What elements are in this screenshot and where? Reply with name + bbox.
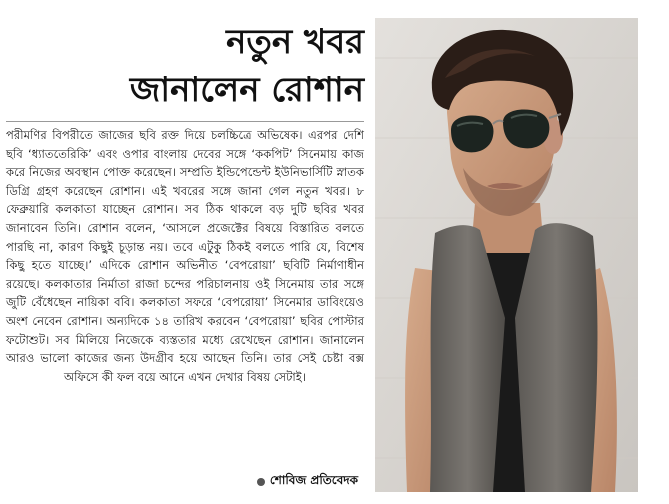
article-photo bbox=[375, 18, 638, 492]
portrait-illustration bbox=[375, 18, 638, 492]
headline-line-2: জানালেন রোশান bbox=[129, 70, 364, 110]
article-body: পরীমণির বিপরীতে জাজের ছবি রক্ত দিয়ে চলচ্চিত্রে অভিষেক। এরপর দেশি ছবি ‘ধ্যাততেরিকি’ এবং ওপার বাংলায় দেবের সঙ্গে ‘ককপিট’ সিনেমায় কাজ করে নিজের অবস্থান পোক্ত করেছেন। সম্প্রতি ইন্ডিপেন্ডেন্ট ইউনিভার্সিটি স্নাতক ডিগ্রি গ্রহণ করেছেন রোশান। এই খবরের সঙ্গে জানা গেল নতুন খবর। ৮ ফেব্রুয়ারি কলকাতা যাচ্ছেন রোশান। সব ঠিক থাকলে বড় দুটি ছবির খবর জানাবেন তিনি। রোশান বলেন, ‘আসলে প্রজেক্টের বিষয়ে বিস্তারিত বলতে পারছি না, কারণ কিছুই চূড়ান্ত নয়। তবে এটুকু ঠিকই বলতে পারি যে, বিশেষ কিছু হতে যাচ্ছে।’ এদিকে রোশান অভিনীত ‘বেপরোয়া’ ছবিটি নির্মাণাধীন রয়েছে। কলকাতার নির্মাতা রাজা চন্দের পরিচালনায় ওই সিনেমায় তার সঙ্গে জুটি বেঁধেছেন নায়িকা ববি। কলকাতা সফরে ‘বেপরোয়া’ সিনেমার ডাবিংয়েও অংশ নেবেন রোশান। অন্যদিকে ১৪ তারিখ করবেন ‘বেপরোয়া’ ছবির পোস্টার ফটোশুট। সব মিলিয়ে নিজেকে ব্যস্ততার মধ্যে রেখেছেন রোশান। জানালেন আরও ভালো কাজের জন্য উদগ্রীব হয়ে আছেন তিনি। তার সেই চেষ্টা বক্স অফিসে কী ফল বয়ে আনে এখন দেখার বিষয় সেটাই। bbox=[6, 128, 364, 384]
byline-text: শোবিজ প্রতিবেদক bbox=[269, 473, 358, 487]
article-byline bbox=[257, 472, 358, 492]
headline-line-1: নতুন খবর bbox=[226, 22, 364, 62]
article-text-column bbox=[6, 10, 364, 498]
article-headline bbox=[130, 18, 364, 114]
bullet-dot-icon bbox=[257, 478, 265, 486]
headline-divider bbox=[6, 121, 364, 122]
